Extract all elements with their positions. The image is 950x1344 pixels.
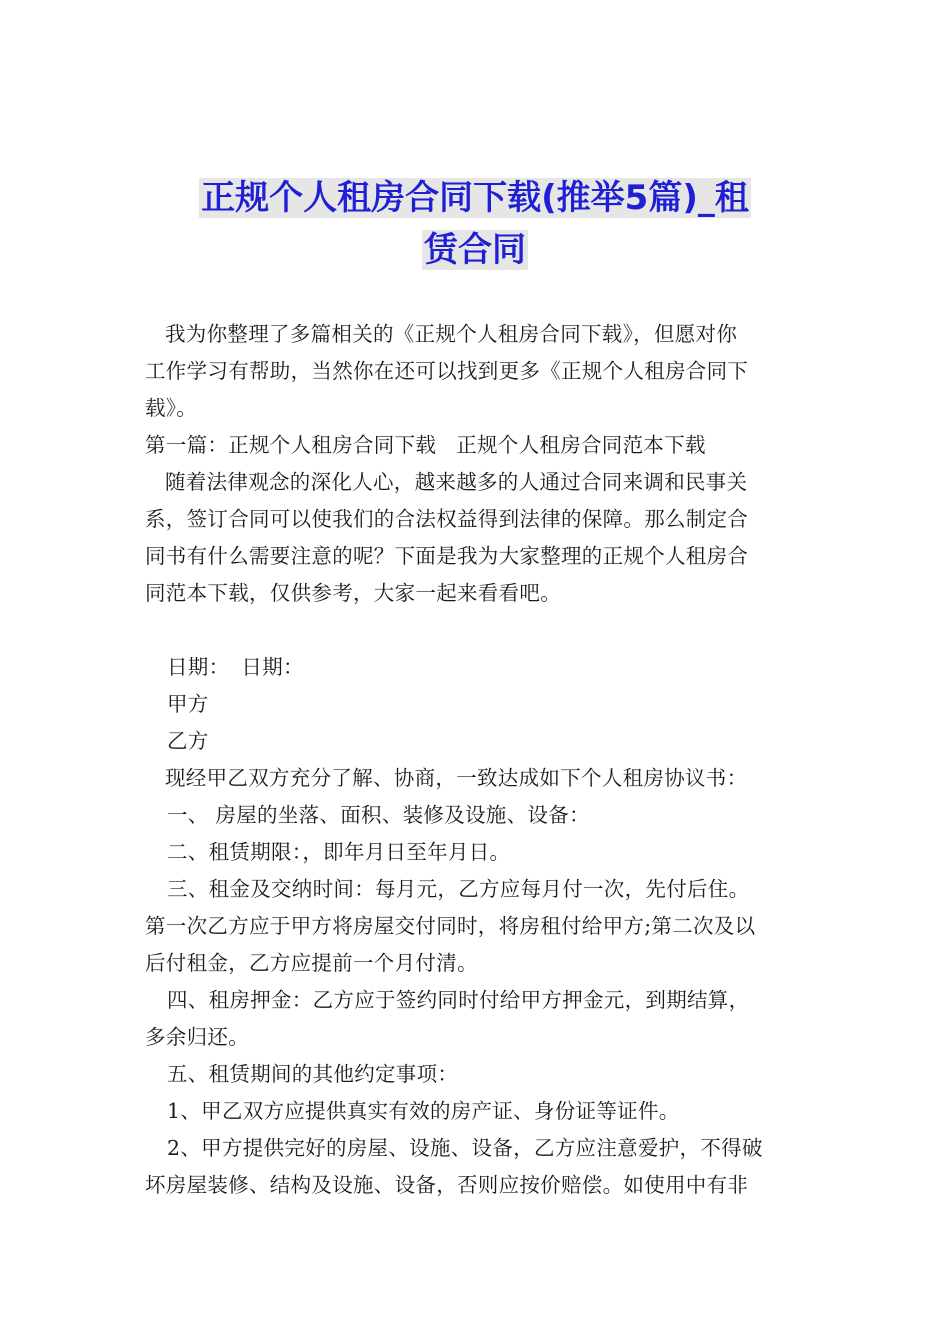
paragraph: 随着法律观念的深化人心，越来越多的人通过合同来调和民事关 (165, 470, 748, 494)
clause: 三、租金及交纳时间：每月元，乙方应每月付一次，先付后住。 (167, 877, 750, 901)
clause: 四、租房押金：乙方应于签约同时付给甲方押金元，到期结算， (167, 988, 750, 1012)
paragraph: 系，签订合同可以使我们的合法权益得到法律的保障。那么制定合 (145, 507, 749, 531)
paragraph: 载》。 (145, 396, 198, 420)
party-b: 乙方 (167, 729, 209, 753)
paragraph: 第一次乙方应于甲方将房屋交付同时，将房租付给甲方;第二次及以 (145, 914, 756, 938)
clause: 1、甲乙双方应提供真实有效的房产证、身份证等证件。 (167, 1099, 680, 1123)
clause: 五、租赁期间的其他约定事项： (167, 1062, 459, 1086)
title-line-1: 正规个人租房合同下载(推举5篇)_租 (201, 178, 749, 218)
date-line (145, 649, 810, 686)
date-label: 日期： (167, 655, 230, 679)
paragraph: 现经甲乙双方充分了解、协商，一致达成如下个人租房协议书： (165, 766, 748, 790)
blank-line (145, 612, 810, 649)
date-label: 日期： (241, 655, 304, 679)
paragraph: 后付租金，乙方应提前一个月付清。 (145, 951, 478, 975)
paragraph: 多余归还。 (145, 1025, 249, 1049)
document-title (150, 172, 800, 276)
section-heading-part: 正规个人租房合同范本下载 (456, 433, 706, 457)
document-body (145, 316, 810, 1204)
clause: 二、租赁期限：，即年月日至年月日。 (167, 840, 511, 864)
paragraph: 坏房屋装修、结构及设施、设备，否则应按价赔偿。如使用中有非 (145, 1173, 749, 1197)
section-heading-part: 第一篇：正规个人租房合同下载 (145, 433, 437, 457)
paragraph: 我为你整理了多篇相关的《正规个人租房合同下载》，但愿对你 (165, 322, 738, 346)
paragraph: 工作学习有帮助，当然你在还可以找到更多《正规个人租房合同下 (145, 359, 749, 383)
section-heading (145, 427, 810, 464)
paragraph: 同书有什么需要注意的呢？下面是我为大家整理的正规个人租房合 (145, 544, 749, 568)
clause: 2、甲方提供完好的房屋、设施、设备，乙方应注意爱护，不得破 (167, 1136, 763, 1160)
clause: 一、 房屋的坐落、面积、装修及设施、设备： (167, 803, 590, 827)
party-a: 甲方 (167, 692, 209, 716)
title-line-2: 赁合同 (424, 230, 526, 270)
paragraph: 同范本下载，仅供参考，大家一起来看看吧。 (145, 581, 561, 605)
